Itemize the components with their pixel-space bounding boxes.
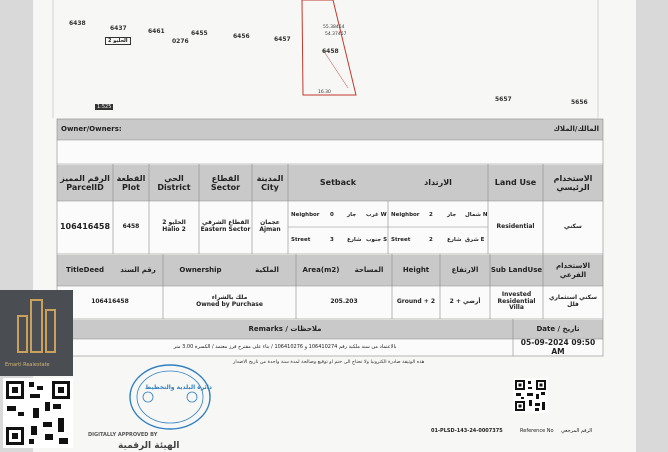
setback-east-type: شارع — [447, 237, 462, 243]
setback-south-value: 3 — [330, 237, 334, 243]
sublanduse-value-en: Invested Residential Villa — [490, 286, 543, 318]
ownership-value: ملك بالشراء Owned by Purchase — [163, 286, 296, 318]
setback-west-type: جار — [347, 212, 357, 218]
landuse-header-en: Land Use — [488, 165, 543, 201]
date-value: 05-09-2024 09:50 AM — [513, 339, 603, 356]
city-value: عجمان Ajman — [252, 201, 288, 253]
ownership-header-ar: الملكية — [238, 255, 296, 286]
qr-code — [513, 378, 548, 413]
district-header: الحي District — [149, 165, 199, 201]
plot-number: 6437 — [110, 25, 127, 32]
plot-number: 5657 — [495, 96, 512, 103]
area-value: 205.203 — [296, 286, 392, 318]
document-page — [33, 0, 636, 452]
setback-south-type: شارع — [347, 237, 362, 243]
setback-north-label: Neighbor — [391, 212, 420, 218]
titledeed-value: 106416458 — [57, 286, 163, 318]
setback-header-ar: الارتداد — [388, 165, 488, 201]
owner-label-en: Owner/Owners: — [57, 119, 337, 140]
plot-number: 6456 — [233, 33, 250, 40]
sublanduse-header-ar: الاستخدام الفرعي — [543, 255, 603, 286]
date-header: Date / تاريخ — [513, 320, 603, 339]
reference-number: 01-PLSD-143-24-0007375 — [431, 428, 503, 434]
area-header-ar: المساحة — [346, 255, 392, 286]
sector-value: القطاع الشرقي Eastern Sector — [199, 201, 252, 253]
height-header-ar: الارتفاع — [440, 255, 490, 286]
city-header: المدينة City — [252, 165, 288, 201]
district-value: الحليو 2 Halio 2 — [149, 201, 199, 253]
plot-number: 5656 — [571, 99, 588, 106]
reference-label-ar: الرقم المرجعي — [561, 428, 593, 434]
plot-number: 6457 — [274, 36, 291, 43]
approved-label: DIGITALLY APPROVED BY — [88, 432, 158, 438]
setback-header-en: Setback — [288, 165, 388, 201]
reference-label-en: Reference No — [520, 428, 554, 434]
digital-authority-logo: الهيئة الرقمية — [118, 441, 180, 451]
setback-north-dir: شمال N — [465, 212, 488, 218]
plot-number: 6455 — [191, 30, 208, 37]
setback-west-label: Neighbor — [291, 212, 320, 218]
plot-header: القطعة Plot — [113, 165, 149, 201]
remarks-header: Remarks / ملاحظات — [57, 320, 513, 339]
deed-header-ar: رقم السند — [113, 255, 163, 286]
setback-east-label: Street — [391, 237, 411, 243]
sublanduse-header-en: Sub LandUse — [490, 255, 543, 286]
plot-number: 0276 — [172, 38, 189, 45]
setback-west-dir: غرب W — [366, 212, 387, 218]
municipality-stamp — [128, 363, 213, 431]
setback-east-value: 2 — [429, 237, 433, 243]
plot-number: 6438 — [69, 20, 86, 27]
remarks-text: بالاعتماد من سند ملكية رقم 106410274 و 106410276 / بناء على مقترح فرز معتمد / الكسرة 3.00 متر — [57, 339, 513, 356]
dimension-label: 54.37457 — [325, 32, 347, 37]
height-value-ar: أرضي + 2 — [440, 286, 490, 318]
setback-north-type: جار — [447, 212, 457, 218]
titledeed-header: TitleDeed — [57, 255, 113, 286]
height-header-en: Height — [392, 255, 440, 286]
area-header-en: Area(m2) — [296, 255, 346, 286]
setback-north-value: 2 — [429, 212, 433, 218]
ownership-header-en: Ownership — [163, 255, 238, 286]
setback-south-label: Street — [291, 237, 311, 243]
plot-number: 6458 — [322, 48, 339, 55]
height-value-en: Ground + 2 — [392, 286, 440, 318]
dimension-label: 55.38454 — [323, 25, 345, 30]
stamp-text: دائرة البلدية والتخطيط — [145, 384, 212, 391]
owner-label-ar: المالك/الملاك — [337, 119, 603, 140]
sector-header: القطاع Sector — [199, 165, 252, 201]
landuse-value-ar: سكني — [543, 201, 603, 253]
logo-text: Emarti Realestate — [5, 362, 50, 368]
footer-note: هذه الوثيقة صادرة الكترونيا ولا تحتاج الى ختم او توقيع وصالحة لمدة سنة واحدة من تاريخ الاصدار — [233, 360, 425, 365]
dimension-label: 16.30 — [318, 90, 331, 95]
setback-west-value: 0 — [330, 212, 334, 218]
plot-value: 6458 — [113, 201, 149, 253]
sublanduse-value-ar: سكني استثماري فلل — [543, 286, 603, 318]
plot-number: 6461 — [148, 28, 165, 35]
landuse-value-en: Residential — [488, 201, 543, 253]
map-scale: 1:525 — [97, 104, 112, 110]
district-tag: الحليو 2 — [105, 37, 131, 45]
setback-south-dir: جنوب S — [366, 237, 388, 243]
parcel-id-value: 106416458 — [57, 201, 113, 253]
realestate-logo — [0, 290, 73, 376]
qr-code-left — [3, 378, 73, 448]
parcel-id-header: الرقم المميز ParcelID — [57, 165, 113, 201]
landuse-header-ar: الاستخدام الرئيسي — [543, 165, 603, 201]
setback-east-dir: شرق E — [465, 237, 485, 243]
